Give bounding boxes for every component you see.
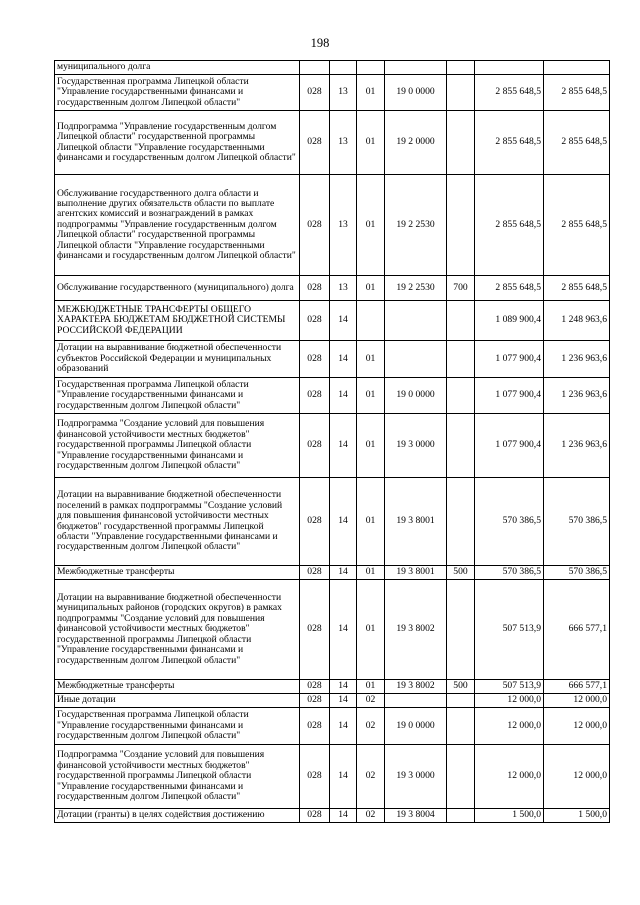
cell-name: Государственная программа Липецкой области "Управление государственными финансами и государственным долгом Липецкой области"	[55, 708, 300, 745]
cell-gov: 028	[300, 580, 330, 680]
cell-amount-1: 1 500,0	[475, 809, 544, 823]
cell-name: Подпрограмма "Создание условий для повышения финансовой устойчивости местных бюджетов" государственной программы Липецкой области "Управление государственными финансами и государственным долгом Липецкой области"	[55, 414, 300, 478]
cell-subsection: 01	[357, 680, 385, 694]
cell-expense-type	[447, 414, 475, 478]
table-row	[55, 566, 610, 580]
cell-amount-1: 570 386,5	[475, 566, 544, 580]
cell-target: 19 3 8002	[385, 580, 447, 680]
table-row	[55, 341, 610, 378]
cell-target	[385, 301, 447, 341]
cell-gov: 028	[300, 378, 330, 414]
cell-gov: 028	[300, 694, 330, 708]
cell-expense-type	[447, 580, 475, 680]
cell-name: Подпрограмма "Создание условий для повышения финансовой устойчивости местных бюджетов" государственной программы Липецкой области "Управление государственными финансами и государственным долгом Липецкой области"	[55, 745, 300, 809]
cell-amount-2: 570 386,5	[544, 566, 610, 580]
cell-subsection: 01	[357, 478, 385, 566]
cell-amount-1	[475, 61, 544, 75]
cell-subsection: 01	[357, 378, 385, 414]
cell-name: Государственная программа Липецкой области "Управление государственными финансами и государственным долгом Липецкой области"	[55, 75, 300, 111]
cell-section: 14	[330, 478, 357, 566]
cell-name: Межбюджетные трансферты	[55, 566, 300, 580]
table-row	[55, 745, 610, 809]
cell-amount-2: 1 236 963,6	[544, 378, 610, 414]
cell-subsection	[357, 61, 385, 75]
cell-section: 14	[330, 694, 357, 708]
cell-amount-1: 507 513,9	[475, 580, 544, 680]
cell-expense-type	[447, 175, 475, 276]
cell-expense-type	[447, 378, 475, 414]
cell-section: 14	[330, 378, 357, 414]
cell-target: 19 0 0000	[385, 378, 447, 414]
cell-expense-type	[447, 694, 475, 708]
cell-amount-2: 666 577,1	[544, 680, 610, 694]
cell-target: 19 2 2530	[385, 175, 447, 276]
cell-target	[385, 341, 447, 378]
cell-gov: 028	[300, 708, 330, 745]
table-row	[55, 414, 610, 478]
cell-section: 13	[330, 175, 357, 276]
page-number: 198	[310, 36, 330, 50]
cell-amount-1: 2 855 648,5	[475, 175, 544, 276]
cell-expense-type	[447, 809, 475, 823]
cell-subsection: 02	[357, 708, 385, 745]
table-row	[55, 680, 610, 694]
cell-amount-2: 12 000,0	[544, 745, 610, 809]
cell-subsection: 02	[357, 745, 385, 809]
cell-name: МЕЖБЮДЖЕТНЫЕ ТРАНСФЕРТЫ ОБЩЕГО ХАРАКТЕРА БЮДЖЕТАМ БЮДЖЕТНОЙ СИСТЕМЫ РОССИЙСКОЙ ФЕДЕРАЦИИ	[55, 301, 300, 341]
cell-amount-1: 2 855 648,5	[475, 75, 544, 111]
table-row	[55, 580, 610, 680]
cell-expense-type: 500	[447, 566, 475, 580]
cell-target: 19 3 8001	[385, 478, 447, 566]
cell-expense-type	[447, 478, 475, 566]
cell-target: 19 3 8004	[385, 809, 447, 823]
cell-section: 14	[330, 566, 357, 580]
cell-section: 13	[330, 276, 357, 301]
cell-subsection: 02	[357, 809, 385, 823]
cell-amount-2: 2 855 648,5	[544, 175, 610, 276]
cell-amount-1: 12 000,0	[475, 745, 544, 809]
cell-section: 14	[330, 580, 357, 680]
cell-amount-1: 570 386,5	[475, 478, 544, 566]
cell-section: 13	[330, 75, 357, 111]
cell-gov: 028	[300, 111, 330, 175]
cell-subsection: 01	[357, 566, 385, 580]
cell-name: муниципального долга	[55, 61, 300, 75]
cell-gov: 028	[300, 175, 330, 276]
cell-amount-1: 12 000,0	[475, 694, 544, 708]
cell-target: 19 3 8001	[385, 566, 447, 580]
cell-gov: 028	[300, 276, 330, 301]
table-row	[55, 111, 610, 175]
cell-amount-2: 12 000,0	[544, 694, 610, 708]
cell-name: Дотации на выравнивание бюджетной обеспеченности поселений в рамках подпрограммы "Создание условий для повышения финансовой устойчивости местных бюджетов" государственной программы Липецкой области "Управление государственными финансами и государственным долгом Липецкой области"	[55, 478, 300, 566]
table-row	[55, 61, 610, 75]
cell-expense-type	[447, 708, 475, 745]
cell-subsection: 01	[357, 580, 385, 680]
cell-target: 19 0 0000	[385, 75, 447, 111]
cell-expense-type	[447, 111, 475, 175]
cell-subsection: 01	[357, 414, 385, 478]
cell-amount-2: 570 386,5	[544, 478, 610, 566]
cell-gov: 028	[300, 745, 330, 809]
cell-section: 14	[330, 680, 357, 694]
cell-section: 14	[330, 809, 357, 823]
table-row	[55, 809, 610, 823]
cell-target: 19 2 2530	[385, 276, 447, 301]
cell-name: Дотации (гранты) в целях содействия достижению	[55, 809, 300, 823]
table-row	[55, 694, 610, 708]
table-row	[55, 175, 610, 276]
cell-target: 19 3 0000	[385, 414, 447, 478]
cell-gov: 028	[300, 566, 330, 580]
cell-subsection: 01	[357, 276, 385, 301]
cell-gov: 028	[300, 341, 330, 378]
cell-gov: 028	[300, 414, 330, 478]
cell-gov	[300, 61, 330, 75]
cell-expense-type: 500	[447, 680, 475, 694]
table-row	[55, 75, 610, 111]
cell-name: Государственная программа Липецкой области "Управление государственными финансами и государственным долгом Липецкой области"	[55, 378, 300, 414]
cell-amount-2: 1 500,0	[544, 809, 610, 823]
cell-gov: 028	[300, 809, 330, 823]
cell-amount-1: 12 000,0	[475, 708, 544, 745]
cell-gov: 028	[300, 680, 330, 694]
cell-subsection: 01	[357, 111, 385, 175]
cell-name: Подпрограмма "Управление государственным долгом Липецкой области" государственной программы Липецкой области "Управление государственными финансами и государственным долгом Липецкой области"	[55, 111, 300, 175]
cell-section: 14	[330, 341, 357, 378]
cell-amount-1: 2 855 648,5	[475, 111, 544, 175]
table-row	[55, 478, 610, 566]
cell-gov: 028	[300, 75, 330, 111]
cell-name: Дотации на выравнивание бюджетной обеспеченности муниципальных районов (городских округов) в рамках подпрограммы "Создание условий для повышения финансовой устойчивости местных бюджетов" государственной программы Липецкой области "Управление государственными финансами и государственным долгом Липецкой области"	[55, 580, 300, 680]
cell-amount-2: 1 248 963,6	[544, 301, 610, 341]
cell-amount-1: 1 077 900,4	[475, 414, 544, 478]
table-row	[55, 708, 610, 745]
cell-name: Обслуживание государственного (муниципального) долга	[55, 276, 300, 301]
cell-expense-type	[447, 745, 475, 809]
cell-amount-1: 2 855 648,5	[475, 276, 544, 301]
cell-amount-2: 666 577,1	[544, 580, 610, 680]
cell-amount-2: 2 855 648,5	[544, 111, 610, 175]
cell-expense-type	[447, 301, 475, 341]
cell-amount-1: 1 089 900,4	[475, 301, 544, 341]
cell-target	[385, 61, 447, 75]
budget-table	[54, 60, 610, 823]
cell-target: 19 2 0000	[385, 111, 447, 175]
cell-target: 19 3 8002	[385, 680, 447, 694]
cell-subsection: 01	[357, 75, 385, 111]
cell-gov: 028	[300, 478, 330, 566]
cell-subsection: 01	[357, 341, 385, 378]
cell-target: 19 0 0000	[385, 708, 447, 745]
cell-amount-1: 507 513,9	[475, 680, 544, 694]
cell-name: Межбюджетные трансферты	[55, 680, 300, 694]
cell-subsection: 01	[357, 175, 385, 276]
cell-amount-1: 1 077 900,4	[475, 341, 544, 378]
cell-amount-1: 1 077 900,4	[475, 378, 544, 414]
table-row	[55, 276, 610, 301]
table-row	[55, 301, 610, 341]
cell-section	[330, 61, 357, 75]
cell-subsection	[357, 301, 385, 341]
cell-section: 14	[330, 745, 357, 809]
cell-subsection: 02	[357, 694, 385, 708]
cell-gov: 028	[300, 301, 330, 341]
cell-expense-type	[447, 75, 475, 111]
cell-expense-type	[447, 341, 475, 378]
cell-section: 14	[330, 414, 357, 478]
cell-amount-2: 1 236 963,6	[544, 341, 610, 378]
cell-target: 19 3 0000	[385, 745, 447, 809]
cell-amount-2: 2 855 648,5	[544, 75, 610, 111]
cell-amount-2	[544, 61, 610, 75]
table-row	[55, 378, 610, 414]
cell-name: Дотации на выравнивание бюджетной обеспеченности субъектов Российской Федерации и муниципальных образований	[55, 341, 300, 378]
cell-target	[385, 694, 447, 708]
cell-section: 13	[330, 111, 357, 175]
table-body	[55, 61, 610, 823]
cell-amount-2: 2 855 648,5	[544, 276, 610, 301]
cell-section: 14	[330, 708, 357, 745]
cell-name: Иные дотации	[55, 694, 300, 708]
cell-name: Обслуживание государственного долга области и выполнение других обязательств области по выплате агентских комиссий и вознаграждений в рамках подпрограммы "Управление государственным долгом Липецкой области" государственной программы Липецкой области "Управление государственными финансами и государственным долгом Липецкой области"	[55, 175, 300, 276]
cell-amount-2: 1 236 963,6	[544, 414, 610, 478]
cell-expense-type: 700	[447, 276, 475, 301]
cell-expense-type	[447, 61, 475, 75]
cell-section: 14	[330, 301, 357, 341]
cell-amount-2: 12 000,0	[544, 708, 610, 745]
